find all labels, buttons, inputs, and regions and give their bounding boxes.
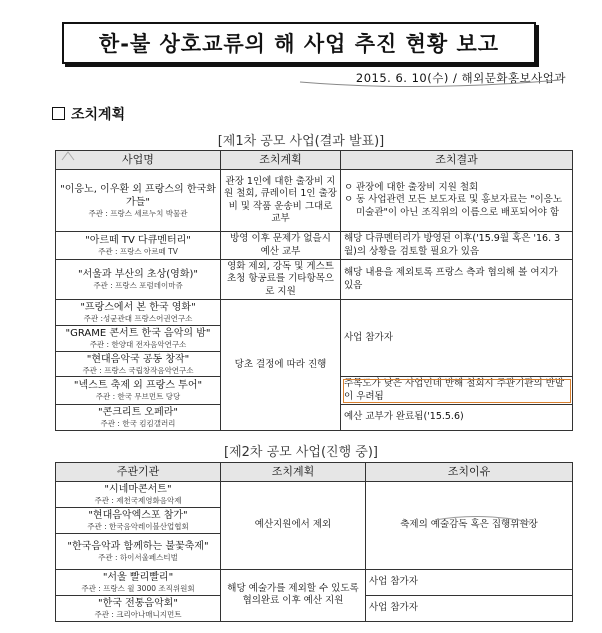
plan-cell: 영화 제외, 강독 및 게스트 초청 항공료를 기타항목으로 지원 (221, 260, 341, 300)
column-header: 조치결과 (341, 151, 573, 170)
handwritten-check-mark (62, 152, 74, 160)
project-organizer: 주관 : 프랑스 아르떼 TV (98, 247, 178, 257)
project-name: "시네마콘서트" (104, 484, 172, 495)
result-cell: 해당 다큐멘터리가 방영된 이후('15.9월 혹은 '16. 3월)의 상황을 검토할 필요가 있음 (341, 232, 573, 260)
project-name: "이응노, 이우환 외 프랑스의 한국화가들" (60, 183, 216, 208)
project-name: "프랑스에서 본 한국 영화" (80, 302, 196, 314)
result-cell: 예산 교부가 완료됨('15.5.6) (341, 405, 573, 431)
project-organizer: 주관 :성균관대 프랑스어권연구소 (83, 314, 193, 324)
section-title: 조치계획 (71, 107, 126, 123)
result-text: 관장에 대한 출장비 지원 철회 (356, 181, 479, 193)
plan-cell: 관장 1인에 대한 출장비 지원 철회, 큐레이터 1인 출장비 및 작품 운송비 그대로 교부 (221, 170, 341, 232)
highlighted-result-cell: 주목도가 낮은 사업인데 반해 철회시 주관기관의 반발이 우려됨 (341, 377, 573, 405)
project-organizer: 주관 : 한국음악레이블산업협회 (87, 521, 189, 531)
project-organizer: 주관 : 프랑스 윌 3000 조직위원회 (81, 583, 195, 593)
table2-caption: [제2차 공모 사업(진행 중)] (224, 445, 378, 460)
plan-cell: 방영 이후 문제가 없을시 예산 교부 (221, 232, 341, 260)
project-organizer: 주관 : 하이서울페스티벌 (98, 552, 178, 562)
result-text: 동 사업관련 모든 보도자료 및 홍보자료는 "이응노미술관"이 아닌 조직위의 이름으로 배포되어야 함 (356, 194, 563, 218)
project-name: "콘크리트 오페라" (98, 407, 178, 419)
table1-caption: [제1차 공모 사업(결과 발표)] (217, 134, 385, 149)
reason-cell: 축제의 예술감독 혹은 집행위원장 (366, 482, 573, 570)
project-organizer: 주관 : 한양대 전자음악연구소 (89, 339, 187, 349)
project-name: "현대음악엑스포 참가" (88, 509, 188, 521)
project-organizer: 주관 : 한국 킴킴갤러리 (100, 419, 176, 429)
project-name: "한국 전통음악회" (98, 597, 178, 609)
project-organizer: 주관 : 프랑스 국립창작음악연구소 (82, 365, 194, 375)
handwritten-underline (435, 516, 530, 522)
project-organizer: 주관 : 프랑스 포럼데이마쥬 (93, 281, 183, 291)
project-organizer: 주관 : 크리아나매니지먼트 (94, 609, 182, 619)
plan-cell: 해당 예술가를 제외할 수 있도록 협의완료 이후 예산 지원 (221, 569, 366, 621)
column-header: 조치계획 (221, 151, 341, 170)
project-organizer: 주관 : 프랑스 세르누치 박물관 (88, 208, 188, 218)
column-header: 사업명 (56, 151, 221, 170)
report-title: 한-불 상호교류의 해 사업 추진 현황 보고 (62, 22, 536, 64)
project-organizer: 주관 : 한국 무브먼트 당당 (95, 392, 181, 402)
reason-cell: 사업 참가자 (366, 569, 573, 595)
result-cell: 사업 참가자 (341, 300, 573, 377)
project-organizer: 주관 : 제천국제영화음악제 (94, 496, 182, 505)
project-name: "서울 빨리빨리" (102, 571, 174, 583)
result-cell: 해당 내용을 제외토록 프랑스 측과 협의해 볼 여지가 있음 (341, 260, 573, 300)
column-header: 조치이유 (366, 463, 573, 482)
project-name: "현대음악국 공동 창작" (86, 353, 190, 365)
bullet-mark: ㅇ (344, 181, 354, 193)
column-header: 주관기관 (56, 463, 221, 482)
handwritten-underline (300, 80, 560, 87)
project-name: "서울과 부산의 초상(영화)" (78, 269, 198, 281)
plan-cell: 예산지원에서 제외 (221, 482, 366, 570)
project-name: "넥스트 축제 외 프랑스 투어" (73, 380, 203, 392)
project-name: "GRAME 콘서트 한국 음악의 밤" (65, 327, 211, 339)
project-name: "아르떼 TV 다큐멘터리" (85, 235, 191, 247)
project-name: "한국음악과 함께하는 불꽃축제" (67, 540, 209, 552)
column-header: 조치계획 (221, 463, 366, 482)
reason-cell: 사업 참가자 (366, 595, 573, 621)
bullet-mark: ㅇ (344, 194, 354, 206)
date-department-line: 2015. 6. 10(수) / 해외문화홍보사업과 (355, 71, 566, 85)
plan-cell: 당초 결정에 따라 진행 (221, 300, 341, 431)
